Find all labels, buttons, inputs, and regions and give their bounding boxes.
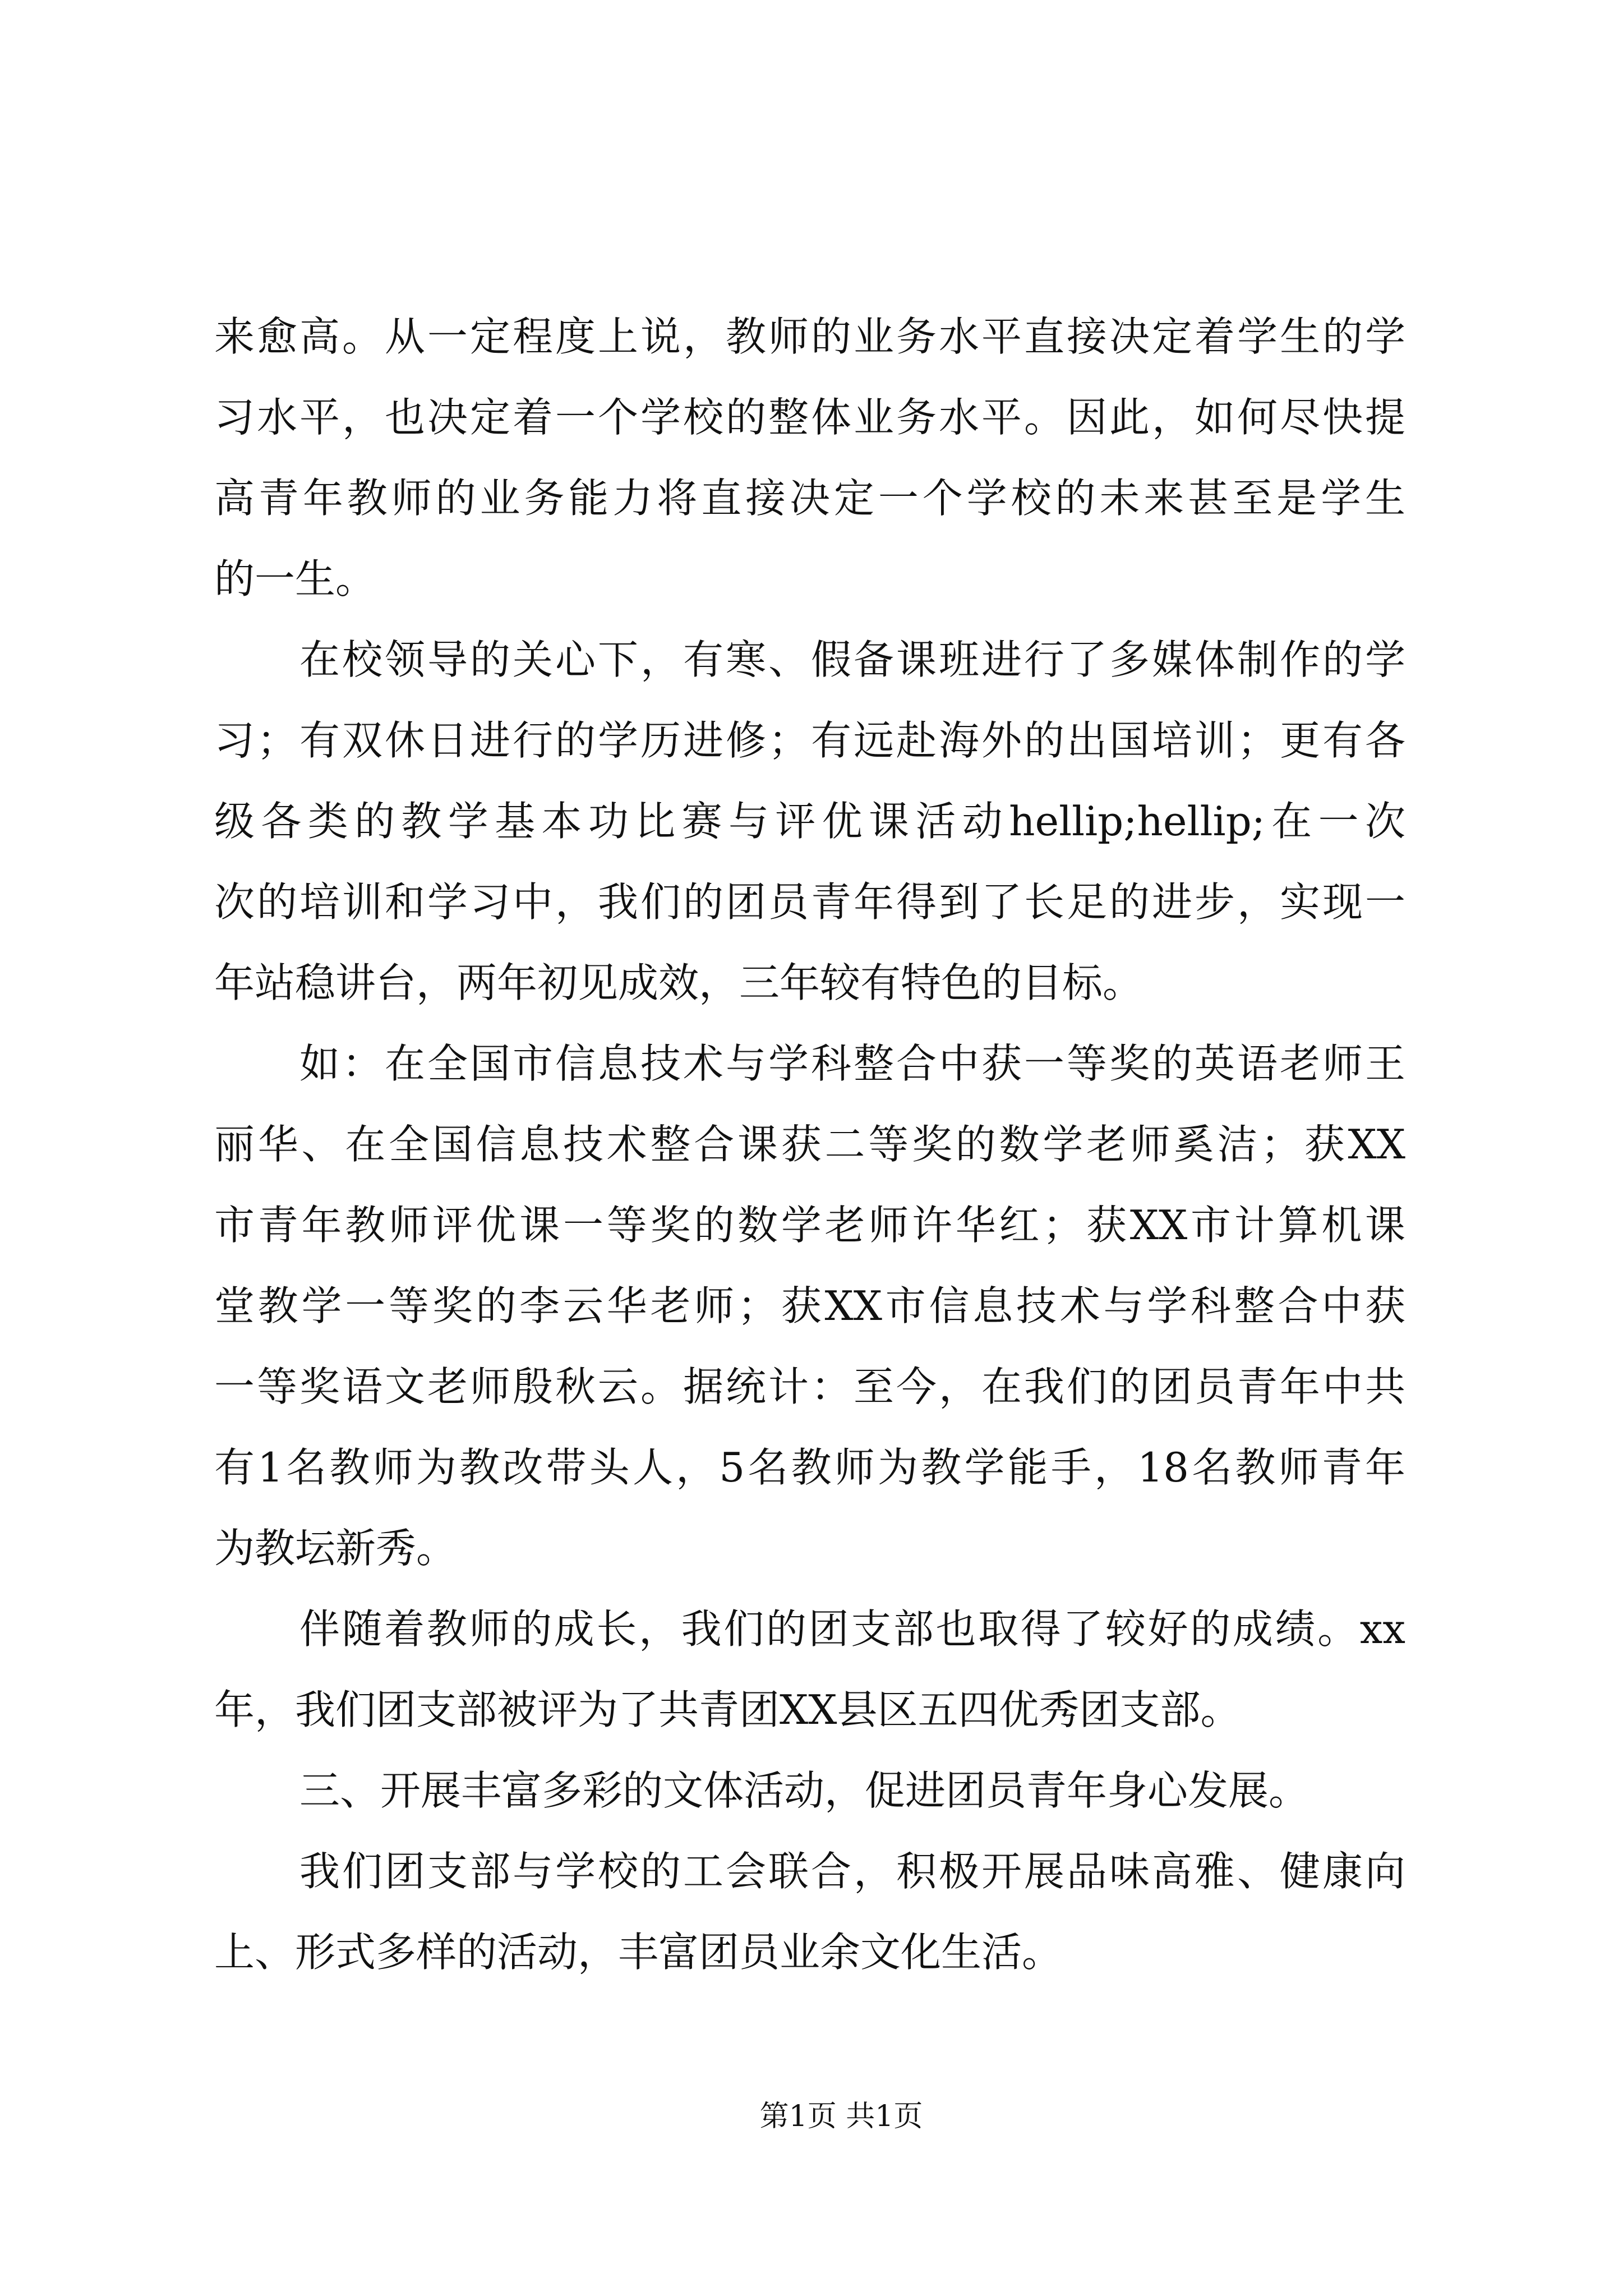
body-text-line: 市青年教师评优课一等奖的数学老师许华红；获XX市计算机课 — [214, 1202, 1405, 1249]
body-text-line: 为教坛新秀。 — [214, 1525, 457, 1572]
body-text-line: 年，我们团支部被评为了共青团XX县区五四优秀团支部。 — [214, 1686, 1241, 1733]
body-text-line: 如：在全国市信息技术与学科整合中获一等奖的英语老师王 — [299, 1040, 1405, 1087]
paragraph — [214, 1589, 1405, 1750]
body-text-line: 级各类的教学基本功比赛与评优课活动hellip;hellip;在一次 — [214, 798, 1405, 845]
section-heading-line: 三、开展丰富多彩的文体活动，促进团员青年身心发展。 — [299, 1767, 1310, 1814]
body-text-line: 丽华、在全国信息技术整合课获二等奖的数学老师奚洁；获XX — [214, 1121, 1405, 1168]
paragraph — [214, 619, 1405, 1023]
page-number-footer: 第1页 共1页 — [759, 2100, 923, 2133]
body-text-line: 年站稳讲台，两年初见成效，三年较有特色的目标。 — [214, 959, 1144, 1006]
body-text-line: 次的培训和学习中，我们的团员青年得到了长足的进步，实现一 — [214, 878, 1405, 926]
paragraph — [214, 1831, 1405, 1993]
body-text-line: 伴随着教师的成长，我们的团支部也取得了较好的成绩。xx — [299, 1605, 1405, 1653]
body-text-line: 习水平，也决定着一个学校的整体业务水平。因此，如何尽快提 — [214, 394, 1405, 441]
paragraph — [214, 296, 1405, 619]
body-text-line: 有1名教师为教改带头人，5名教师为教学能手，18名教师青年 — [214, 1444, 1405, 1491]
body-text-line: 上、形式多样的活动，丰富团员业余文化生活。 — [214, 1929, 1063, 1976]
body-text-line: 在校领导的关心下，有寒、假备课班进行了多媒体制作的学 — [299, 636, 1405, 683]
document-body — [214, 296, 1405, 1993]
body-text-line: 习；有双休日进行的学历进修；有远赴海外的出国培训；更有各 — [214, 717, 1405, 764]
body-text-line: 我们团支部与学校的工会联合，积极开展品味高雅、健康向 — [299, 1848, 1405, 1895]
body-text-line: 来愈高。从一定程度上说，教师的业务水平直接决定着学生的学 — [214, 313, 1405, 360]
body-text-line: 的一生。 — [214, 555, 376, 602]
body-text-line: 高青年教师的业务能力将直接决定一个学校的未来甚至是学生 — [214, 475, 1405, 522]
paragraph — [214, 1023, 1405, 1589]
body-text-line: 一等奖语文老师殷秋云。据统计：至今，在我们的团员青年中共 — [214, 1363, 1405, 1410]
body-text-line: 堂教学一等奖的李云华老师；获XX市信息技术与学科整合中获 — [214, 1282, 1405, 1329]
section-heading-paragraph — [214, 1750, 1405, 1831]
